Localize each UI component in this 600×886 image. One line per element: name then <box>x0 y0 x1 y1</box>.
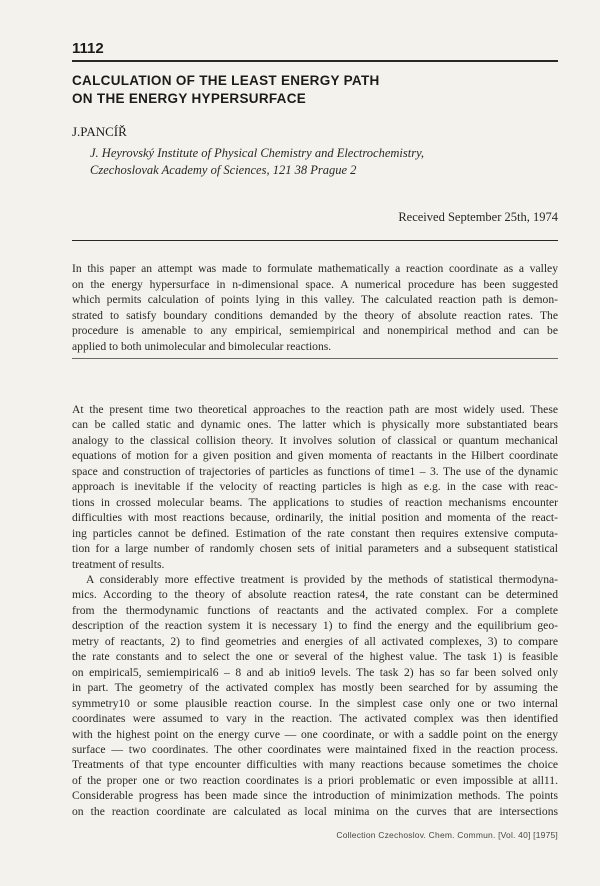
abstract-line: procedure is amenable to any empirical, semiempirical and nonempirical method and can be <box>72 324 558 338</box>
body-line: of the proper one or two reaction coordinates is a priori problematic or even impossible at all11. <box>72 773 558 787</box>
body-line: on empirical5, semiempirical6 – 8 and ab initio9 levels. The task 2) has so far been solved only <box>72 665 558 679</box>
abstract-line: on the energy hypersurface in n-dimensional space. A numerical procedure has been suggested <box>72 277 558 291</box>
body-line: approach is inevitable if the velocity of reacting particles is high as e.g. in the case with reac- <box>72 480 558 494</box>
body-line: ing particles cannot be defined. Estimation of the rate constant then requires extensive computa- <box>72 526 558 540</box>
body-line: tion for a large number of randomly chosen sets of initial parameters and a subsequent statistical <box>72 542 558 556</box>
abstract-line: applied to both unimolecular and bimolecular reactions. <box>72 339 332 353</box>
body-line: coordinates were assumed to vary in the reaction. The activated complex was then identified <box>72 712 558 726</box>
author-affiliation <box>90 145 424 179</box>
body-line: with the highest point on the energy curve — one coordinate, or with a saddle point on the energy <box>72 727 558 741</box>
body-line: description of the reaction system it is necessary 1) to find the energy and the equilibrium geo- <box>72 619 558 633</box>
author-name: J.PANCÍŘ <box>72 124 127 139</box>
received-date: Received September 25th, 1974 <box>398 210 558 224</box>
abstract-top-rule <box>72 240 558 241</box>
affiliation-line: J. Heyrovský Institute of Physical Chemistry and Electrochemistry, <box>90 146 425 160</box>
body-line: space and construction of trajectories of particles as functions of time1 – 3. The use of the dynamic <box>72 464 558 478</box>
body-line: Considerable progress has been made since the introduction of minimization methods. The points <box>72 789 558 803</box>
body-line: At the present time two theoretical approaches to the reaction path are most widely used. These <box>72 403 558 416</box>
abstract-bottom-rule <box>72 358 558 359</box>
body-line: Treatments of that type encounter difficulties with many reactions because sometimes the choice <box>72 758 558 772</box>
abstract-line: strated to satisfy boundary conditions demanded by the theory of absolute reaction rates. The <box>72 308 558 322</box>
title-line: ON THE ENERGY HYPERSURFACE <box>72 91 307 106</box>
body-text <box>72 402 558 819</box>
affiliation-line: Czechoslovak Academy of Sciences, 121 38 Prague 2 <box>90 163 357 177</box>
abstract <box>72 261 558 355</box>
body-line: tions in crossed molecular beams. The applications to studies of reaction mechanisms encounter <box>72 495 558 509</box>
article-title <box>72 72 492 108</box>
body-line: analogy to the classical collision theory. It involves solution of classical or quantum mechanical <box>72 433 558 447</box>
body-line: on the reaction coordinate are calculated as local minima on the curves that are intersections <box>72 804 558 818</box>
body-line: mics. According to the theory of absolute reaction rates4, the rate constant can be determined <box>72 588 558 602</box>
body-line: A considerably more effective treatment is provided by the methods of statistical thermodyna- <box>86 572 558 586</box>
journal-footer: Collection Czechoslov. Chem. Commun. [Vol. 40] [1975] <box>336 830 558 840</box>
body-line: can be called static and dynamic ones. The latter which is physically more substantiated bears <box>72 418 558 432</box>
body-line: surface — two coordinates. The other coordinates were maintained fixed in the reaction process. <box>72 742 558 756</box>
title-line: CALCULATION OF THE LEAST ENERGY PATH <box>72 73 380 88</box>
abstract-line: In this paper an attempt was made to formulate mathematically a reaction coordinate as a valley <box>72 262 558 275</box>
body-line: the rate constants and to select the one or several of the highest value. The task 1) is feasible <box>72 650 558 664</box>
body-line: difficulties with most reactions because, ordinarily, the initial position and momenta of the react- <box>72 511 558 525</box>
abstract-line: which permits calculation of points lying in this valley. The calculated reaction path is demon- <box>72 293 558 307</box>
header-rule <box>72 60 558 62</box>
body-line: from the thermodynamic functions of reactants and the activated complex. For a complete <box>72 603 558 617</box>
body-line: metry of reactants, 2) to find geometries and energies of all activated complexes, 3) to compare <box>72 634 558 648</box>
body-line: in part. The geometry of the activated complex has mostly been searched for by assuming the <box>72 681 558 695</box>
body-line: equations of motion for a given position and given momenta of reactants in the Hilbert coordinate <box>72 449 558 463</box>
body-line: symmetry10 or some plausible reaction course. In the simplest case only one or two internal <box>72 696 558 710</box>
page-number: 1112 <box>72 40 104 57</box>
body-line: treatment of results. <box>72 557 165 571</box>
